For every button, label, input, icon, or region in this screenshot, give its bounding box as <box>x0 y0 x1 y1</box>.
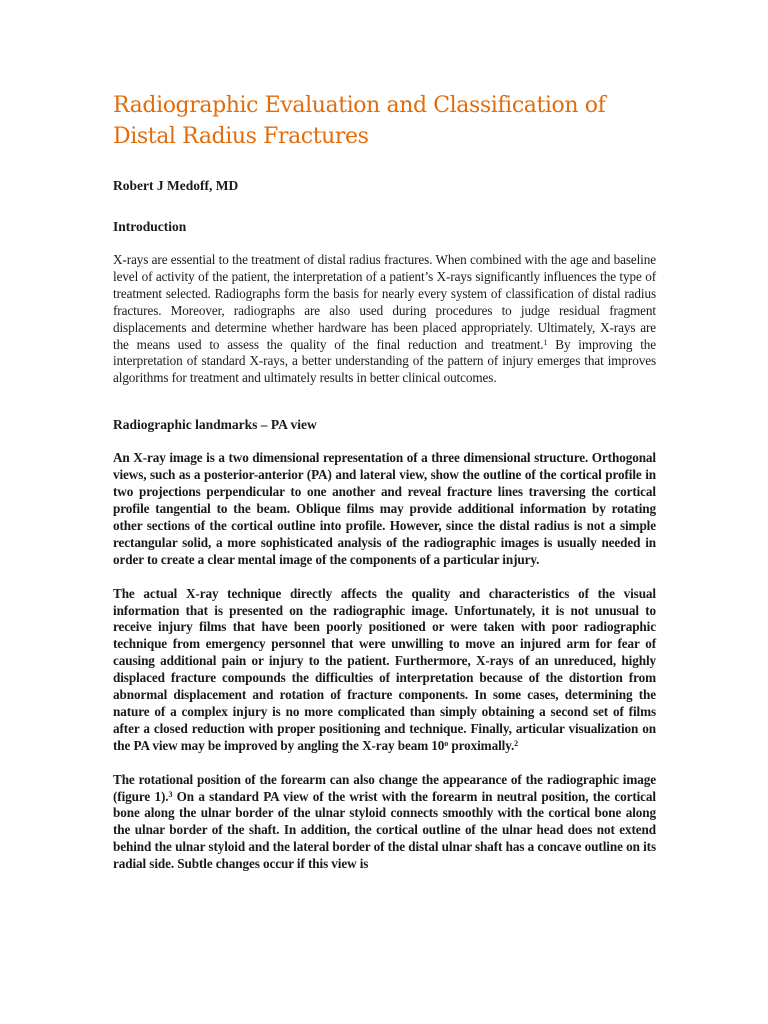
title-line-1: Radiographic Evaluation and Classification of <box>113 93 606 118</box>
document-page <box>113 90 656 873</box>
p2-text-a: The actual X-ray technique directly affects the quality and characteristics of the visual information that is presented on the radiographic image. Unfortunately, it is not unusual to receive injury films that have been poorly positioned or were taken with poor radiographic technique from emergency personnel that were unwilling to move an injured arm for fear of causing additional pain or injury to the patient. Furthermore, X-rays of an unreduced, highly displaced fracture compounds the difficulties of interpretation because of the distortion from abnormal displacement and rotation of fracture components. In some cases, determining the nature of a complex injury is no more complicated than simply obtaining a second set of films after a closed reduction with proper positioning and technique. Finally, articular visualization on the PA view may be improved by angling the X-ray beam 10 <box>113 585 656 753</box>
intro-text-a: X-rays are essential to the treatment of distal radius fractures. When combined with the age and baseline level of activity of the patient, the interpretation of a patient’s X-rays significantly influences the type of treatment selected. Radiographs form the basis for nearly every system of classification of distal radius fractures. Moreover, radiographs are also used during procedures to judge residual fragment displacements and determine whether hardware has been placed appropriately. Ultimately, X-rays are the means used to assess the quality of the final reduction and treatment. <box>113 252 656 352</box>
document-title <box>113 90 656 152</box>
title-line-2: Distal Radius Fractures <box>113 124 369 149</box>
p3-text-b: On a standard PA view of the wrist with the forearm in neutral position, the cortical bone along the ulnar border of the ulnar styloid connects smoothly with the cortical bone along the ulnar border of the shaft. In addition, the cortical outline of the ulnar head does not extend behind the ulnar styloid and the lateral border of the distal ulnar shaft has a concave outline on its radial side. Subtle changes occur if this view is <box>113 788 656 872</box>
degree-symbol: o <box>444 738 449 748</box>
landmarks-paragraph-3 <box>113 772 656 873</box>
landmarks-paragraph-1: An X-ray image is a two dimensional representation of a three dimensional structure. Orthogonal views, such as a posterior-anterior (PA) and lateral view, show the outline of the cortical profile in two projections perpendicular to one another and reveal fracture lines traversing the cortical profile tangential to the beam. Oblique films may provide additional information by rotating other sections of the cortical outline into profile. However, since the distal radius is not a simple rectangular solid, a more sophisticated analysis of the radiographic images is usually needed in order to create a clear mental image of the components of a particular injury. <box>113 450 656 567</box>
intro-text-b: By improving the interpretation of standard X-rays, a better understanding of the pattern of injury emerges that improves algorithms for treatment and ultimately results in better clinical outcomes. <box>113 336 657 386</box>
p2-text-b: proximally. <box>448 737 515 753</box>
footnote-ref-3: 3 <box>168 789 173 799</box>
introduction-heading: Introduction <box>113 219 187 234</box>
footnote-ref-2: 2 <box>514 738 519 748</box>
landmarks-heading: Radiographic landmarks – PA view <box>113 417 317 433</box>
p3-text-a: The rotational position of the forearm can also change the appearance of the radiographic image (figure 1). <box>113 771 656 804</box>
landmarks-paragraph-2 <box>113 586 656 755</box>
introduction-paragraph <box>113 252 656 387</box>
author-name: Robert J Medoff, MD <box>113 178 239 193</box>
footnote-ref-1: 1 <box>543 337 548 347</box>
